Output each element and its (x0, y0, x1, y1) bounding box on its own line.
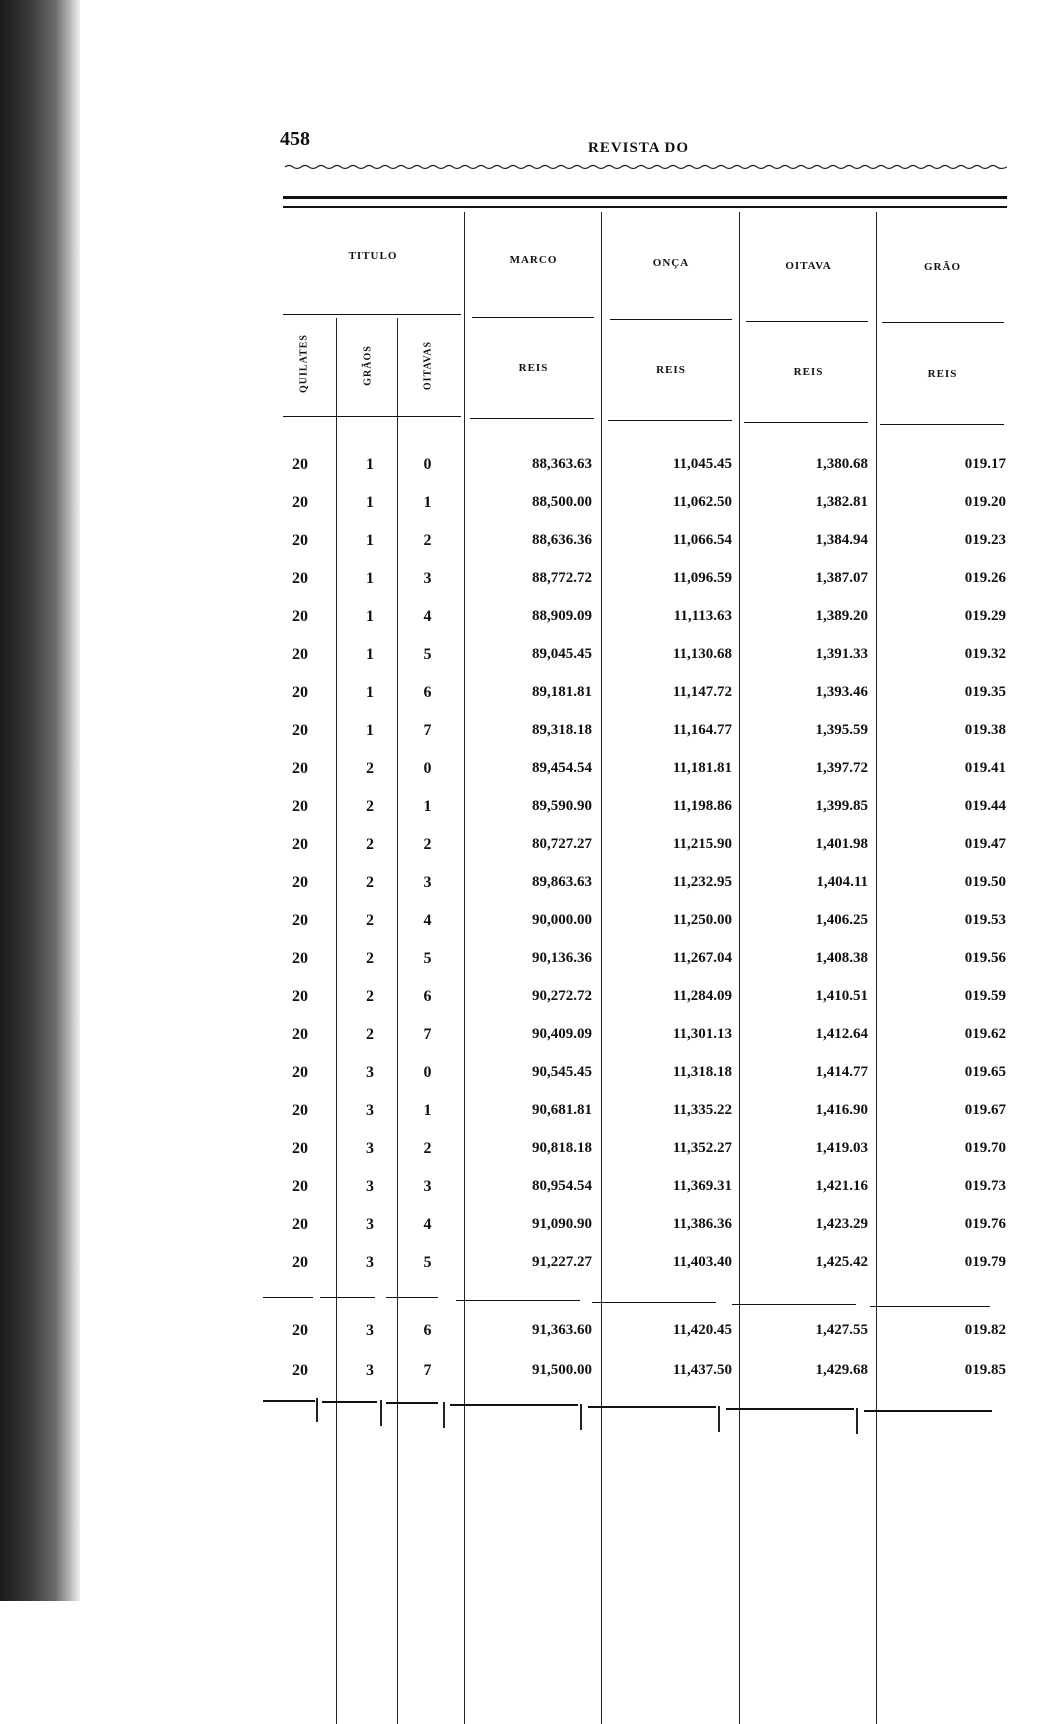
cell-marco: 91,500.00 (532, 1362, 592, 1378)
cell-oitava: 1,419.03 (815, 1140, 868, 1156)
cell-oitavas: 2 (423, 1140, 432, 1157)
cell-marco: 91,363.60 (532, 1322, 592, 1338)
cell-oitava: 1,384.94 (815, 532, 868, 548)
cell-grao: 019.82 (964, 1322, 1006, 1338)
cell-grao: 019.20 (964, 494, 1006, 510)
cell-marco: 89,590.90 (532, 798, 592, 814)
header-graos: GRÃOS (362, 345, 374, 386)
cell-grao: 019.56 (964, 950, 1006, 966)
bottom-rule-6 (726, 1408, 854, 1410)
cell-marco: 89,045.45 (532, 646, 592, 662)
cell-quilates: 20 (292, 912, 308, 929)
cell-oitavas: 1 (423, 798, 432, 815)
cell-quilates: 20 (292, 494, 308, 511)
col-sep-graos (397, 318, 398, 1724)
cell-grao: 019.76 (964, 1216, 1006, 1232)
cell-marco: 90,136.36 (532, 950, 592, 966)
table-row (0, 1254, 1039, 1284)
tail-4 (580, 1404, 582, 1430)
cell-oitava: 1,380.68 (815, 456, 868, 472)
cell-oitava: 1,425.42 (815, 1254, 868, 1270)
bottom-rule-2 (322, 1401, 377, 1403)
cell-grao: 019.23 (964, 532, 1006, 548)
header-reis-grao: REIS (927, 368, 958, 380)
wavy-rule (285, 162, 1007, 172)
table-row (0, 1064, 1039, 1094)
table-row (0, 722, 1039, 752)
cell-grao: 019.35 (964, 684, 1006, 700)
cell-quilates: 20 (292, 1216, 308, 1233)
cell-oitava: 1,387.07 (815, 570, 868, 586)
cell-grao: 019.44 (964, 798, 1006, 814)
cell-onca: 11,267.04 (672, 950, 732, 966)
cell-oitava: 1,406.25 (815, 912, 868, 928)
cell-quilates: 20 (292, 1362, 308, 1379)
cell-quilates: 20 (292, 874, 308, 891)
cell-oitava: 1,414.77 (815, 1064, 868, 1080)
cell-onca: 11,181.81 (672, 760, 732, 776)
section-rule-6 (732, 1304, 856, 1305)
cell-quilates: 20 (292, 532, 308, 549)
header-bottom-rule-grao (880, 424, 1004, 425)
cell-graos: 3 (366, 1254, 374, 1271)
bottom-rule-7 (864, 1410, 992, 1412)
cell-onca: 11,113.63 (673, 608, 732, 624)
cell-graos: 3 (366, 1362, 374, 1379)
cell-quilates: 20 (292, 1322, 308, 1339)
table-row (0, 570, 1039, 600)
cell-onca: 11,386.36 (672, 1216, 732, 1232)
header-rule-grao (882, 322, 1004, 323)
cell-onca: 11,250.00 (672, 912, 732, 928)
cell-graos: 3 (366, 1064, 374, 1081)
cell-oitavas: 0 (423, 456, 432, 473)
cell-quilates: 20 (292, 608, 308, 625)
tail-3 (443, 1402, 445, 1428)
header-reis-onca: REIS (656, 364, 686, 376)
cell-graos: 2 (366, 950, 374, 967)
cell-onca: 11,301.13 (672, 1026, 732, 1042)
cell-grao: 019.73 (964, 1178, 1006, 1194)
cell-graos: 1 (366, 532, 374, 549)
cell-graos: 1 (366, 570, 374, 587)
cell-grao: 019.65 (964, 1064, 1006, 1080)
cell-quilates: 20 (292, 950, 308, 967)
cell-onca: 11,335.22 (672, 1102, 732, 1118)
table-row (0, 874, 1039, 904)
cell-oitavas: 7 (423, 1026, 432, 1043)
table-row (0, 760, 1039, 790)
cell-graos: 1 (366, 608, 374, 625)
cell-oitavas: 0 (423, 1064, 432, 1081)
cell-onca: 11,130.68 (672, 646, 732, 662)
header-onca: ONÇA (652, 257, 690, 269)
table-row (0, 1216, 1039, 1246)
cell-oitavas: 3 (423, 874, 432, 891)
header-marco: MARCO (509, 254, 558, 266)
cell-grao: 019.38 (964, 722, 1006, 738)
header-reis-marco: REIS (518, 362, 549, 374)
table-row (0, 798, 1039, 828)
table-row (0, 988, 1039, 1018)
cell-onca: 11,215.90 (672, 836, 732, 852)
cell-oitavas: 3 (423, 570, 432, 587)
cell-grao: 019.17 (964, 456, 1006, 472)
cell-graos: 3 (366, 1178, 374, 1195)
cell-onca: 11,420.45 (672, 1322, 732, 1338)
cell-grao: 019.26 (964, 570, 1006, 586)
cell-grao: 019.41 (964, 760, 1006, 776)
cell-marco: 80,954.54 (532, 1178, 592, 1194)
cell-quilates: 20 (292, 570, 308, 587)
cell-marco: 90,545.45 (532, 1064, 592, 1080)
cell-graos: 1 (366, 494, 374, 511)
cell-onca: 11,066.54 (672, 532, 732, 548)
header-rule-marco (472, 317, 594, 318)
section-rule-7 (870, 1306, 990, 1307)
cell-onca: 11,403.40 (672, 1254, 732, 1270)
cell-graos: 2 (366, 836, 374, 853)
cell-oitavas: 3 (423, 1178, 432, 1195)
cell-oitava: 1,421.16 (815, 1178, 868, 1194)
table-row (0, 836, 1039, 866)
cell-marco: 88,636.36 (532, 532, 592, 548)
cell-grao: 019.79 (964, 1254, 1006, 1270)
running-head: REVISTA DO (588, 140, 689, 156)
cell-quilates: 20 (292, 684, 308, 701)
table-row (0, 532, 1039, 562)
cell-graos: 1 (366, 684, 374, 701)
cell-quilates: 20 (292, 988, 308, 1005)
cell-oitava: 1,389.20 (815, 608, 868, 624)
cell-oitava: 1,416.90 (815, 1102, 868, 1118)
header-rule-onca (610, 319, 732, 320)
cell-marco: 88,772.72 (532, 570, 592, 586)
cell-oitavas: 6 (423, 1322, 432, 1339)
cell-graos: 1 (366, 646, 374, 663)
cell-oitavas: 2 (423, 532, 432, 549)
cell-grao: 019.29 (964, 608, 1006, 624)
bottom-rule-1 (263, 1400, 315, 1402)
table-row (0, 1102, 1039, 1132)
cell-quilates: 20 (292, 760, 308, 777)
cell-oitavas: 0 (423, 760, 432, 777)
table-row (0, 646, 1039, 676)
cell-marco: 88,500.00 (532, 494, 592, 510)
cell-graos: 3 (366, 1322, 374, 1339)
cell-marco: 90,000.00 (532, 912, 592, 928)
cell-oitava: 1,382.81 (815, 494, 868, 510)
cell-grao: 019.62 (964, 1026, 1006, 1042)
cell-onca: 11,096.59 (672, 570, 732, 586)
cell-oitavas: 2 (423, 836, 432, 853)
bottom-rule-4 (450, 1404, 578, 1406)
table-row (0, 684, 1039, 714)
header-oitava: OITAVA (785, 260, 832, 272)
header-bottom-rule-onca (608, 420, 732, 421)
table-row (0, 456, 1039, 486)
table-row (0, 1140, 1039, 1170)
cell-oitavas: 5 (423, 1254, 432, 1271)
cell-marco: 90,409.09 (532, 1026, 592, 1042)
cell-quilates: 20 (292, 1026, 308, 1043)
cell-marco: 89,181.81 (532, 684, 592, 700)
cell-graos: 2 (366, 760, 374, 777)
cell-grao: 019.53 (964, 912, 1006, 928)
header-bottom-rule-titulo (283, 416, 461, 417)
cell-onca: 11,369.31 (672, 1178, 732, 1194)
table-row (0, 1026, 1039, 1056)
section-rule-1 (263, 1297, 313, 1298)
section-rule-4 (456, 1300, 580, 1301)
cell-oitavas: 1 (423, 494, 432, 511)
table-row (0, 912, 1039, 942)
table-row (0, 1322, 1039, 1352)
cell-oitavas: 4 (423, 912, 432, 929)
cell-graos: 1 (366, 456, 374, 473)
cell-grao: 019.59 (964, 988, 1006, 1004)
cell-onca: 11,318.18 (672, 1064, 732, 1080)
section-rule-2 (320, 1297, 375, 1298)
cell-graos: 3 (366, 1102, 374, 1119)
cell-oitavas: 7 (423, 1362, 432, 1379)
cell-marco: 90,818.18 (532, 1140, 592, 1156)
cell-oitava: 1,397.72 (815, 760, 868, 776)
tail-5 (718, 1406, 720, 1432)
header-bottom-rule-marco (470, 418, 594, 419)
cell-onca: 11,198.86 (672, 798, 732, 814)
header-titulo: TITULO (348, 250, 398, 262)
cell-quilates: 20 (292, 1102, 308, 1119)
tail-2 (380, 1400, 382, 1426)
cell-oitava: 1,404.11 (816, 874, 868, 890)
cell-oitava: 1,427.55 (815, 1322, 868, 1338)
cell-oitavas: 4 (423, 608, 432, 625)
table-row (0, 1362, 1039, 1392)
cell-oitavas: 7 (423, 722, 432, 739)
cell-onca: 11,232.95 (672, 874, 732, 890)
cell-onca: 11,062.50 (672, 494, 732, 510)
header-reis-oitava: REIS (793, 366, 824, 378)
cell-quilates: 20 (292, 836, 308, 853)
cell-oitava: 1,399.85 (815, 798, 868, 814)
cell-onca: 11,352.27 (672, 1140, 732, 1156)
cell-oitava: 1,395.59 (815, 722, 868, 738)
cell-graos: 3 (366, 1216, 374, 1233)
cell-onca: 11,147.72 (672, 684, 732, 700)
cell-oitavas: 6 (423, 988, 432, 1005)
cell-grao: 019.47 (964, 836, 1006, 852)
cell-grao: 019.50 (964, 874, 1006, 890)
top-rule-thick (283, 196, 1007, 199)
cell-quilates: 20 (292, 1064, 308, 1081)
table-row (0, 950, 1039, 980)
cell-quilates: 20 (292, 1254, 308, 1271)
cell-marco: 90,681.81 (532, 1102, 592, 1118)
cell-onca: 11,284.09 (672, 988, 732, 1004)
cell-graos: 2 (366, 874, 374, 891)
section-rule-3 (386, 1297, 438, 1298)
cell-oitavas: 1 (423, 1102, 432, 1119)
cell-graos: 2 (366, 1026, 374, 1043)
table-row (0, 494, 1039, 524)
cell-oitava: 1,393.46 (815, 684, 868, 700)
cell-marco: 89,863.63 (532, 874, 592, 890)
section-rule-5 (592, 1302, 716, 1303)
cell-graos: 2 (366, 912, 374, 929)
cell-marco: 91,090.90 (532, 1216, 592, 1232)
table-row (0, 1178, 1039, 1208)
cell-oitavas: 5 (423, 950, 432, 967)
bottom-rule-3 (386, 1402, 438, 1404)
col-sep-quilates (336, 318, 337, 1724)
cell-quilates: 20 (292, 646, 308, 663)
cell-quilates: 20 (292, 1178, 308, 1195)
cell-marco: 89,454.54 (532, 760, 592, 776)
top-rule-thin (283, 206, 1007, 208)
cell-marco: 90,272.72 (532, 988, 592, 1004)
cell-onca: 11,437.50 (672, 1362, 732, 1378)
cell-quilates: 20 (292, 798, 308, 815)
cell-graos: 2 (366, 798, 374, 815)
bottom-rule-5 (588, 1406, 716, 1408)
cell-oitavas: 4 (423, 1216, 432, 1233)
header-bottom-rule-oitava (744, 422, 868, 423)
cell-marco: 88,909.09 (532, 608, 592, 624)
cell-grao: 019.85 (964, 1362, 1006, 1378)
page-number: 458 (280, 128, 310, 150)
cell-graos: 1 (366, 722, 374, 739)
header-grao: GRÃO (924, 261, 961, 273)
cell-marco: 89,318.18 (532, 722, 592, 738)
header-oitavas: OITAVAS (422, 340, 434, 391)
header-quilates: QUILATES (298, 334, 310, 393)
cell-quilates: 20 (292, 456, 308, 473)
cell-oitavas: 5 (423, 646, 432, 663)
cell-graos: 3 (366, 1140, 374, 1157)
cell-oitava: 1,410.51 (815, 988, 868, 1004)
cell-oitava: 1,408.38 (815, 950, 868, 966)
cell-oitava: 1,401.98 (815, 836, 868, 852)
table-row (0, 608, 1039, 638)
cell-oitava: 1,429.68 (815, 1362, 868, 1378)
cell-grao: 019.32 (964, 646, 1006, 662)
cell-oitava: 1,423.29 (815, 1216, 868, 1232)
cell-marco: 88,363.63 (532, 456, 592, 472)
cell-grao: 019.70 (964, 1140, 1006, 1156)
tail-6 (856, 1408, 858, 1434)
header-rule-oitava (746, 321, 868, 322)
cell-quilates: 20 (292, 1140, 308, 1157)
cell-quilates: 20 (292, 722, 308, 739)
cell-graos: 2 (366, 988, 374, 1005)
tail-1 (316, 1398, 318, 1422)
cell-onca: 11,164.77 (672, 722, 732, 738)
cell-marco: 91,227.27 (532, 1254, 592, 1270)
cell-oitava: 1,412.64 (815, 1026, 868, 1042)
cell-onca: 11,045.45 (672, 456, 732, 472)
cell-grao: 019.67 (964, 1102, 1006, 1118)
cell-marco: 80,727.27 (532, 836, 592, 852)
cell-oitavas: 6 (423, 684, 432, 701)
cell-oitava: 1,391.33 (815, 646, 868, 662)
